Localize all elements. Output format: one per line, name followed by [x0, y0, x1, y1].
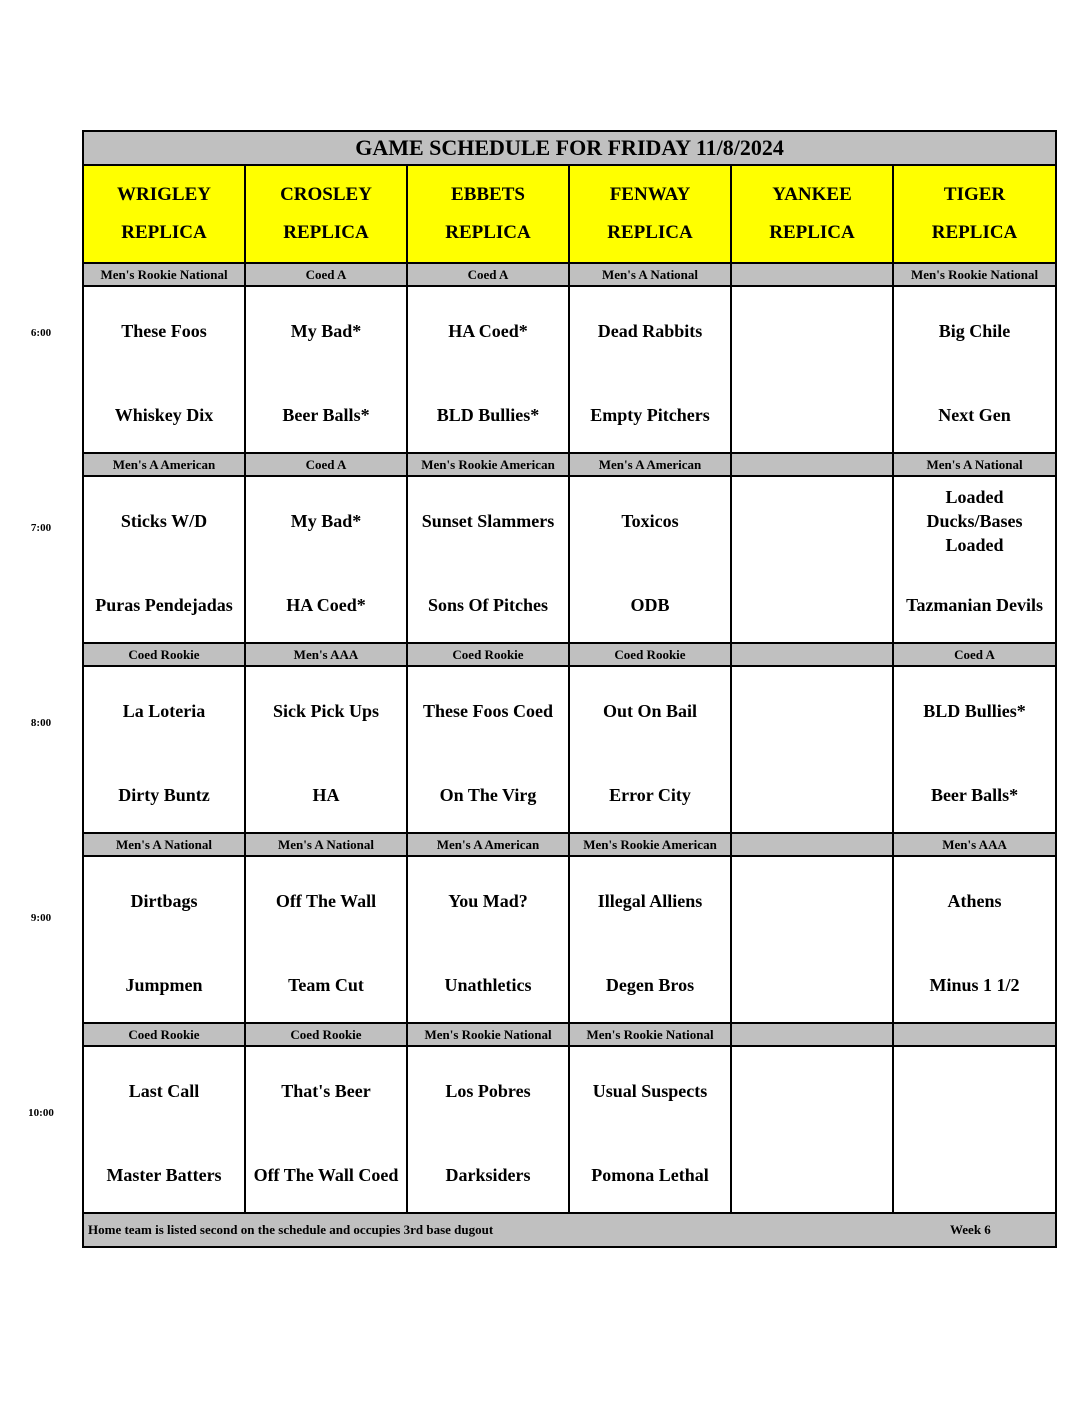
- division-label: Men's Rookie National: [83, 263, 245, 286]
- footer-row: [83, 1213, 1056, 1247]
- field-header: [245, 165, 407, 263]
- matchup: [84, 287, 244, 452]
- away-team: Out On Bail: [602, 701, 698, 721]
- game-cell: [245, 476, 407, 643]
- field-type: REPLICA: [769, 222, 855, 243]
- field-header: [893, 165, 1056, 263]
- division-label: Men's A American: [407, 833, 569, 856]
- division-label: [731, 263, 893, 286]
- matchup: [732, 477, 892, 642]
- week-label: Week 6: [950, 1222, 991, 1237]
- time-label: 8:00: [30, 717, 52, 729]
- away-team: Dead Rabbits: [597, 321, 703, 341]
- home-team: Beer Balls*: [282, 405, 370, 425]
- away-team: [732, 1055, 892, 1127]
- division-row: [83, 1023, 1056, 1046]
- away-team: BLD Bullies*: [923, 701, 1026, 721]
- away-team: Sticks W/D: [120, 511, 208, 531]
- division-label: [893, 1023, 1056, 1046]
- home-team: Degen Bros: [605, 975, 695, 995]
- time-label: 6:00: [30, 327, 52, 339]
- home-team: Sons Of Pitches: [427, 595, 548, 615]
- footer-note: Home team is listed second on the schedule and occupies 3rd base dugout: [88, 1222, 494, 1237]
- away-team: Athens: [947, 891, 1002, 911]
- matchup: [408, 477, 568, 642]
- away-team: Big Chile: [938, 321, 1011, 341]
- field-header-row: [83, 165, 1056, 263]
- away-team: My Bad*: [290, 321, 362, 341]
- away-team: Sunset Slammers: [421, 511, 555, 531]
- matchup: [408, 857, 568, 1022]
- division-label: [731, 833, 893, 856]
- matchup: [246, 1047, 406, 1212]
- division-label: [731, 643, 893, 666]
- game-cell: [407, 666, 569, 833]
- field-header: [731, 165, 893, 263]
- away-team: La Loteria: [122, 701, 206, 721]
- home-team: Whiskey Dix: [114, 405, 214, 425]
- game-cell: [407, 476, 569, 643]
- division-label: Men's Rookie National: [569, 1023, 731, 1046]
- away-team: Off The Wall: [275, 891, 377, 911]
- game-cell: [83, 1046, 245, 1213]
- division-row: [83, 643, 1056, 666]
- home-team: [732, 759, 892, 831]
- field-type: REPLICA: [445, 222, 531, 243]
- game-cell: [83, 856, 245, 1023]
- game-cell: [407, 286, 569, 453]
- field-type: REPLICA: [283, 222, 369, 243]
- game-cell: [245, 1046, 407, 1213]
- game-cell: [407, 1046, 569, 1213]
- field-header: [407, 165, 569, 263]
- game-cell: [893, 856, 1056, 1023]
- division-label: Men's AAA: [893, 833, 1056, 856]
- home-team: On The Virg: [439, 785, 537, 805]
- matchup: [570, 667, 730, 832]
- division-label: Men's A American: [83, 453, 245, 476]
- matchup: [246, 287, 406, 452]
- away-team: You Mad?: [448, 891, 528, 911]
- game-cell: [83, 476, 245, 643]
- time-label: 9:00: [30, 912, 52, 924]
- division-label: Men's Rookie National: [893, 263, 1056, 286]
- title-row: [83, 131, 1056, 165]
- home-team: [732, 569, 892, 641]
- division-row: [83, 833, 1056, 856]
- game-cell: [893, 666, 1056, 833]
- home-team: Darksiders: [445, 1165, 531, 1185]
- home-team: Master Batters: [106, 1165, 222, 1185]
- away-team: These Foos: [121, 321, 207, 341]
- away-team: Loaded Ducks/Bases Loaded: [926, 487, 1023, 555]
- field-name: EBBETS: [451, 184, 525, 205]
- away-team: Los Pobres: [445, 1081, 531, 1101]
- field-header: [569, 165, 731, 263]
- home-team: [732, 1139, 892, 1211]
- game-cell: [893, 1046, 1056, 1213]
- matchup: [246, 667, 406, 832]
- matchup: [408, 287, 568, 452]
- matchup: [732, 667, 892, 832]
- game-row: [83, 1046, 1056, 1213]
- home-team: [894, 1139, 1055, 1211]
- game-cell: [245, 856, 407, 1023]
- matchup: [732, 857, 892, 1022]
- away-team: My Bad*: [290, 511, 362, 531]
- home-team: Next Gen: [938, 405, 1011, 425]
- matchup: [408, 1047, 568, 1212]
- away-team: [894, 1055, 1055, 1127]
- home-team: BLD Bullies*: [436, 405, 540, 425]
- matchup: [894, 857, 1055, 1022]
- division-label: Coed A: [245, 263, 407, 286]
- game-row: [83, 856, 1056, 1023]
- matchup: [246, 857, 406, 1022]
- away-team: Usual Suspects: [592, 1081, 708, 1101]
- home-team: Beer Balls*: [930, 785, 1019, 805]
- division-label: Men's A National: [569, 263, 731, 286]
- game-cell: [731, 476, 893, 643]
- away-team: These Foos Coed: [423, 701, 553, 721]
- away-team: [732, 295, 892, 367]
- away-team: That's Beer: [281, 1081, 371, 1101]
- field-name: YANKEE: [772, 184, 852, 205]
- game-cell: [893, 476, 1056, 643]
- time-label: 7:00: [30, 522, 52, 534]
- field-type: REPLICA: [121, 222, 207, 243]
- game-cell: [731, 666, 893, 833]
- away-team: [732, 485, 892, 557]
- division-label: Coed Rookie: [245, 1023, 407, 1046]
- field-name: FENWAY: [609, 184, 691, 205]
- game-cell: [569, 476, 731, 643]
- division-label: [731, 453, 893, 476]
- matchup: [570, 857, 730, 1022]
- game-cell: [569, 286, 731, 453]
- matchup: [570, 477, 730, 642]
- game-cell: [83, 286, 245, 453]
- schedule-table-wrapper: [82, 130, 1055, 1275]
- home-team: HA: [312, 785, 340, 805]
- division-label: Coed A: [893, 643, 1056, 666]
- field-name: WRIGLEY: [117, 184, 211, 205]
- away-team: [732, 865, 892, 937]
- home-team: Pomona Lethal: [591, 1165, 709, 1185]
- division-label: Men's Rookie American: [407, 453, 569, 476]
- home-team: Unathletics: [444, 975, 532, 995]
- division-label: Men's Rookie American: [569, 833, 731, 856]
- division-label: Men's A National: [893, 453, 1056, 476]
- game-row: [83, 286, 1056, 453]
- field-type: REPLICA: [607, 222, 693, 243]
- division-label: Coed A: [407, 263, 569, 286]
- home-team: Puras Pendejadas: [95, 595, 233, 615]
- game-cell: [731, 856, 893, 1023]
- game-cell: [731, 1046, 893, 1213]
- time-label: 10:00: [28, 1107, 54, 1119]
- matchup: [570, 287, 730, 452]
- division-row: [83, 263, 1056, 286]
- division-label: Coed Rookie: [407, 643, 569, 666]
- division-label: Men's A National: [245, 833, 407, 856]
- field-header: [83, 165, 245, 263]
- division-label: Men's AAA: [245, 643, 407, 666]
- home-team: Empty Pitchers: [590, 405, 710, 425]
- away-team: Toxicos: [621, 511, 679, 531]
- footer-cell: [83, 1213, 1056, 1247]
- home-team: Minus 1 1/2: [929, 975, 1020, 995]
- matchup: [84, 477, 244, 642]
- away-team: Dirtbags: [130, 891, 198, 911]
- away-team: Last Call: [128, 1081, 200, 1101]
- schedule-title: GAME SCHEDULE FOR FRIDAY 11/8/2024: [83, 131, 1056, 165]
- matchup: [570, 1047, 730, 1212]
- away-team: Sick Pick Ups: [272, 701, 380, 721]
- game-cell: [569, 856, 731, 1023]
- away-team: [732, 675, 892, 747]
- division-label: Men's A National: [83, 833, 245, 856]
- game-cell: [893, 286, 1056, 453]
- matchup: [84, 857, 244, 1022]
- field-name: CROSLEY: [280, 184, 372, 205]
- division-label: Men's A American: [569, 453, 731, 476]
- home-team: [732, 949, 892, 1021]
- matchup: [894, 667, 1055, 832]
- game-row: [83, 666, 1056, 833]
- game-cell: [569, 1046, 731, 1213]
- division-label: Coed A: [245, 453, 407, 476]
- home-team: Off The Wall Coed: [253, 1165, 399, 1185]
- matchup: [894, 1047, 1055, 1212]
- game-cell: [569, 666, 731, 833]
- matchup: [894, 287, 1055, 452]
- home-team: Tazmanian Devils: [906, 595, 1043, 615]
- away-team: HA Coed*: [448, 321, 528, 341]
- home-team: ODB: [630, 595, 670, 615]
- field-name: TIGER: [943, 184, 1006, 205]
- home-team: [732, 379, 892, 451]
- matchup: [84, 1047, 244, 1212]
- home-team: HA Coed*: [286, 595, 366, 615]
- field-type: REPLICA: [931, 222, 1018, 243]
- division-row: [83, 453, 1056, 476]
- game-cell: [83, 666, 245, 833]
- game-cell: [245, 286, 407, 453]
- matchup: [84, 667, 244, 832]
- matchup: [408, 667, 568, 832]
- matchup: [732, 287, 892, 452]
- division-label: [731, 1023, 893, 1046]
- matchup: [246, 477, 406, 642]
- game-cell: [731, 286, 893, 453]
- home-team: Dirty Buntz: [118, 785, 210, 805]
- division-label: Coed Rookie: [83, 1023, 245, 1046]
- division-label: Coed Rookie: [569, 643, 731, 666]
- home-team: Team Cut: [288, 975, 364, 995]
- game-row: [83, 476, 1056, 643]
- game-cell: [407, 856, 569, 1023]
- schedule-table: [82, 130, 1057, 1248]
- matchup: [732, 1047, 892, 1212]
- game-cell: [245, 666, 407, 833]
- division-label: Coed Rookie: [83, 643, 245, 666]
- home-team: Jumpmen: [125, 975, 203, 995]
- matchup: [894, 477, 1055, 642]
- division-label: Men's Rookie National: [407, 1023, 569, 1046]
- home-team: Error City: [609, 785, 691, 805]
- away-team: Illegal Alliens: [597, 891, 703, 911]
